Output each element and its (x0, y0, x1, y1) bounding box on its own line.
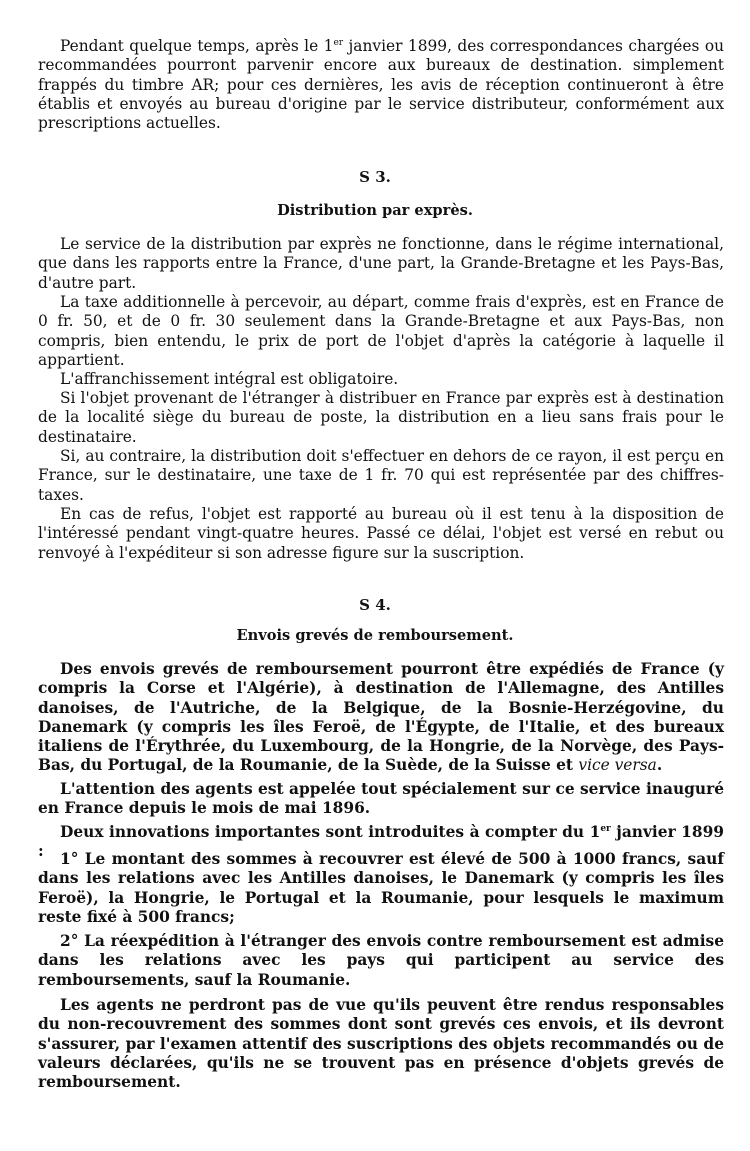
section-4-paragraph-1-text: Des envois grevés de remboursement pourront être expédiés de France (y compris la Corse et l'Algérie), à destination de l'Allemagne, des Antilles danoises, de l'Autriche, de la Belgique, de la Bosnie-Herzégovine, du Danemark (y compris les îles Feroë, de l'Égypte, de l'Italie, et des bureaux italiens de l'Érythrée, du Luxembourg, de la Hongrie, de la Norvège, des Pays-Bas, du Portugal, de la Roumanie, de la Suède, de la Suisse et (38, 660, 724, 775)
section-4-paragraph-1-end: . (656, 756, 663, 775)
innovations-text-1: Deux innovations importantes sont introduites à compter du 1 (60, 823, 601, 841)
section-4-item-1 (38, 850, 724, 927)
section-4-number: S 4. (359, 596, 391, 614)
section-3-paragraph-5: Si, au contraire, la distribution doit s'effectuer en dehors de ce rayon, il est perçu en France, sur le destinataire, une taxe de 1 fr. 70 qui est représentée par des chiffres-taxes. (38, 447, 724, 504)
section-4-paragraph-2: L'attention des agents est appelée tout spécialement sur ce service inauguré en France depuis le mois de mai 1896. (38, 780, 724, 818)
section-3-paragraph-3: L'affranchissement intégral est obligatoire. (60, 370, 399, 388)
section-3-paragraph-2: La taxe additionnelle à percevoir, au départ, comme frais d'exprès, est en France de 0 fr. 50, et de 0 fr. 30 seulement dans la Grande-Bretagne et aux Pays-Bas, non compris, bien entendu, le prix de port de l'objet d'après la catégorie à laquelle il appartient. (38, 293, 724, 369)
intro-text-2: janvier 1899, des correspondances chargées ou recommandées pourront parvenir encore aux bureaux de destination. simplement frappés du timbre AR; pour ces dernières, les avis de réception continueront à être établis et envoyés au bureau d'origine par le service distributeur, conformément aux prescriptions actuelles. (38, 37, 724, 133)
innovations-superscript: er (600, 824, 611, 834)
section-4-title: Envois grevés de remboursement. (236, 627, 514, 644)
intro-text-1: Pendant quelque temps, après le 1 (60, 37, 334, 55)
innovations-text-2: janvier 1899 : (38, 823, 724, 861)
intro-superscript: er (333, 38, 344, 48)
section-3-title: Distribution par exprès. (277, 202, 473, 219)
section-4-paragraph-6: Les agents ne perdront pas de vue qu'ils peuvent être rendus responsables du non-recouvrement des sommes dont sont grevés ces envois, et ils devront s'assurer, par l'examen attentif des suscriptions des objets recommandés ou de valeurs déclarées, qu'ils ne se trouvent pas en présence d'objets grevés de remboursement. (38, 996, 724, 1092)
intro-paragraph (38, 37, 724, 133)
section-3-paragraph-4: Si l'objet provenant de l'étranger à distribuer en France par exprès est à destination de la localité siège du bureau de poste, la distribution en a lieu sans frais pour le destinataire. (38, 389, 724, 446)
item-1-number: 1° (60, 850, 79, 868)
section-3-number: S 3. (359, 168, 391, 186)
item-2-number: 2° (60, 932, 79, 950)
section-4-paragraph-1 (38, 660, 724, 776)
item-2-text: La réexpédition à l'étranger des envois contre remboursement est admise dans les relations avec les pays qui participent au service des remboursements, sauf la Roumanie. (38, 932, 724, 989)
section-3-paragraph-6: En cas de refus, l'objet est rapporté au bureau où il est tenu à la disposition de l'intéressé pendant vingt-quatre heures. Passé ce délai, l'objet est versé en rebut ou renvoyé à l'expéditeur si son adresse figure sur la suscription. (38, 505, 724, 562)
item-1-text: Le montant des sommes à recouvrer est élevé de 500 à 1000 francs, sauf dans les relations avec les Antilles danoises, le Danemark (y compris les îles Feroë), la Hongrie, le Portugal et la Roumanie, pour lesquels le maximum reste fixé à 500 francs; (38, 850, 724, 926)
vice-versa-italic: vice versa (578, 756, 657, 775)
section-3-paragraph-1: Le service de la distribution par exprès ne fonctionne, dans le régime international, que dans les rapports entre la France, d'une part, la Grande-Bretagne et les Pays-Bas, d'autre part. (38, 235, 724, 292)
section-4-item-2 (38, 932, 724, 990)
